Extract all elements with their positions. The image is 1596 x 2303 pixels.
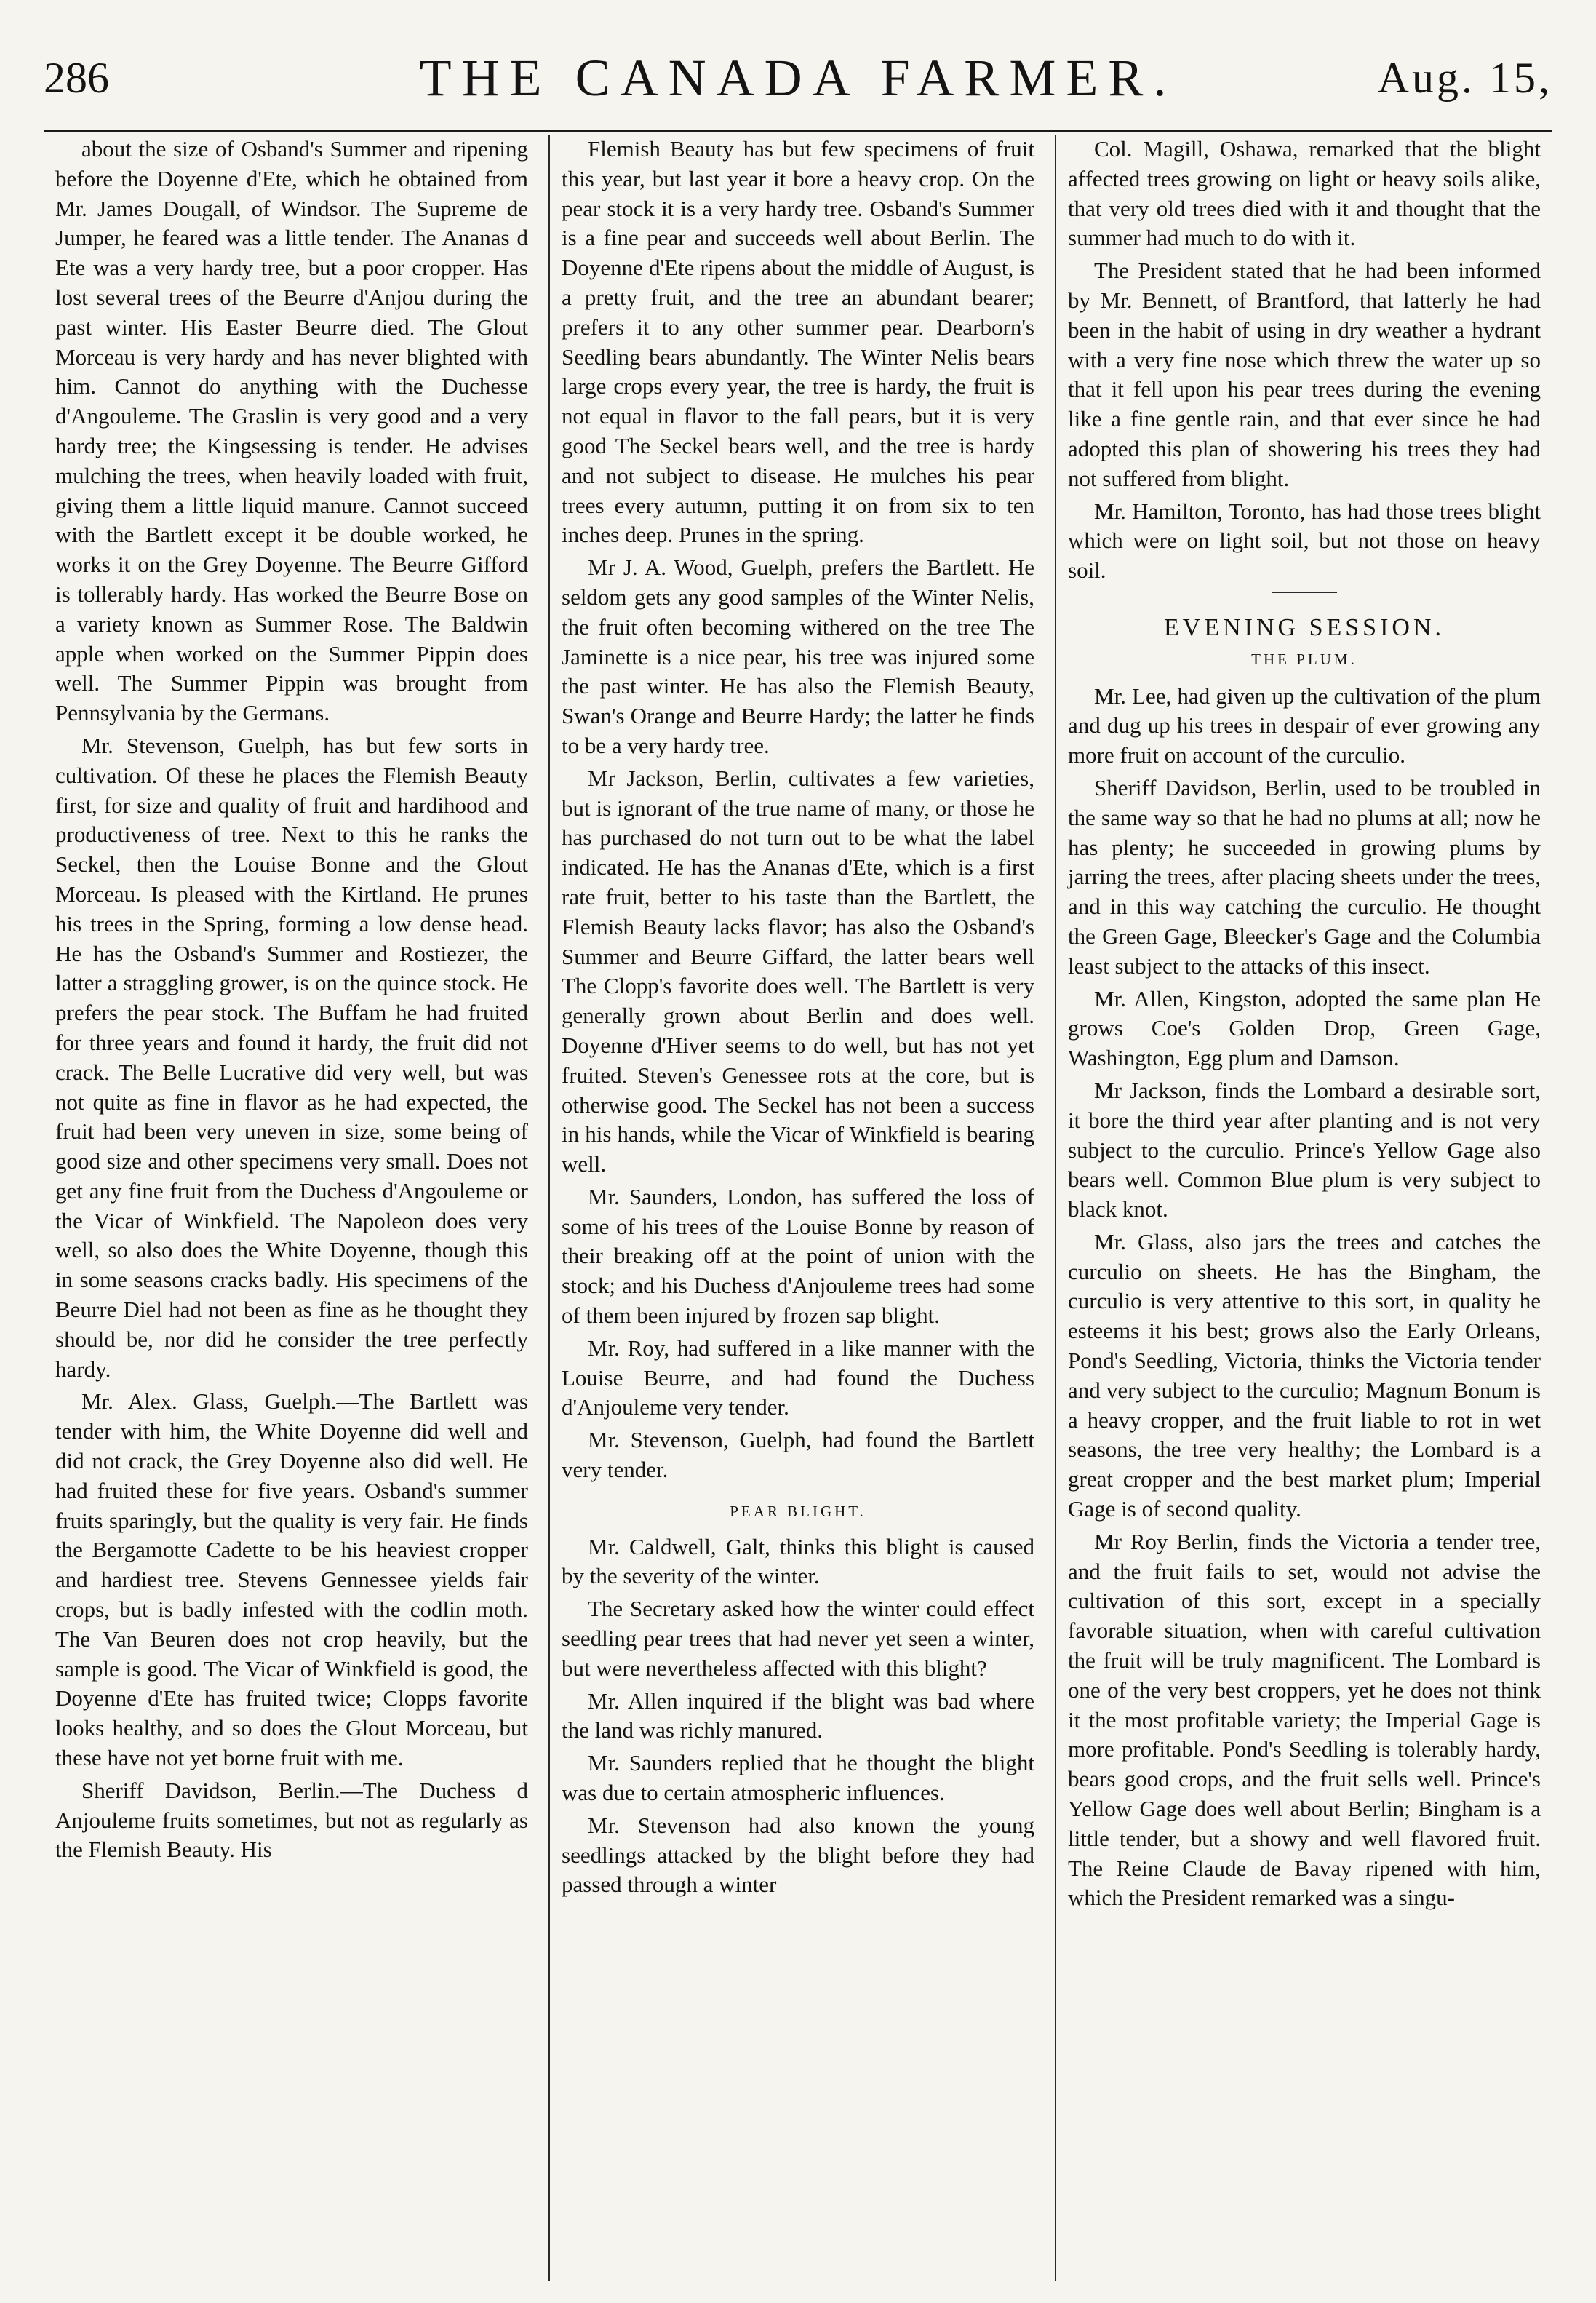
paragraph: Mr. Stevenson had also known the young seedlings attacked by the blight before they had passed through a winter	[562, 1812, 1034, 1898]
paragraph: The President stated that he had been informed by Mr. Bennett, of Brantford, that latterly he had been in the habit of using in dry weather a hydrant with a very fine nose which threw the water up so that it fell upon his pear trees during the evening like a fine gentle rain, and that ever since he had adopted this plan of showering his trees they had not suffered from blight.	[1068, 258, 1541, 491]
section-subtitle-the-plum: THE PLUM.	[1251, 650, 1357, 668]
paragraph: Mr. Glass, also jars the trees and catches the curculio on sheets. He has the Bingham, the curculio is very attentive to this sort, in quality he esteems it his best; grows also the Early Orleans, Pond's Seedling, Victoria, thinks the Victoria tender and very subject to the curculio; Magnum Bonum is a heavy cropper, and the fruit liable to rot in wet seasons, the tree very healthy; the Lombard is a great cropper and the best market plum; Imperial Gage is of second quality.	[1068, 1228, 1541, 1522]
paragraph: The Secretary asked how the winter could effect seedling pear trees that had never yet seen a winter, but were nevertheless affected with this blight?	[562, 1596, 1034, 1681]
article-columns	[44, 135, 1552, 2281]
page-header	[44, 13, 1552, 132]
paragraph: Col. Magill, Oshawa, remarked that the blight affected trees growing on light or heavy soils alike, that very old trees died with it and thought that the summer had much to do with it.	[1068, 136, 1541, 251]
paragraph: Mr. Lee, had given up the cultivation of the plum and dug up his trees in despair of ever growing any more fruit on account of the curculio.	[1068, 683, 1541, 768]
section-title-evening-session: EVENING SESSION.	[1164, 613, 1445, 641]
column-2	[548, 135, 1046, 2281]
paragraph: Sheriff Davidson, Berlin, used to be troubled in the same way so that he had no plums at all; now he has plenty; he succeeded in growing plums by jarring the trees, after placing sheets under the trees, and in this way catching the curculio. He thought the Green Gage, Bleecker's Gage and the Columbia least subject to the attacks of this insect.	[1068, 774, 1541, 979]
paragraph: Mr. Hamilton, Toronto, has had those trees blight which were on light soil, but not those on heavy soil.	[1068, 498, 1541, 584]
paragraph: Mr. Stevenson, Guelph, had found the Bartlett very tender.	[562, 1427, 1034, 1483]
subhead-pear-blight: PEAR BLIGHT.	[730, 1502, 866, 1520]
paragraph: Mr Jackson, finds the Lombard a desirable sort, it bore the third year after planting and is not very subject to the curculio. Prince's Yellow Gage also bears well. Common Blue plum is very subject to black knot.	[1068, 1077, 1541, 1222]
column-1	[44, 135, 540, 2281]
paragraph: about the size of Osband's Summer and ripening before the Doyenne d'Ete, which he obtained from Mr. James Dougall, of Windsor. The Supreme de Jumper, he feared was a little tender. The Ananas d Ete was a very hardy tree, but a poor cropper. Has lost several trees of the Beurre d'Anjou during the past winter. His Easter Beurre died. The Glout Morceau is very hardy and has never blighted with him. Cannot do anything with the Duchesse d'Angouleme. The Graslin is very good and a very hardy tree; the Kingsessing is tender. He advises mulching the trees, when heavily loaded with fruit, giving them a little liquid manure. Cannot succeed with the Bartlett except it be double worked, he works it on the Grey Doyenne. The Beurre Gifford is tollerably hardy. Has worked the Beurre Bose on a variety known as Summer Rose. The Baldwin apple when worked on the Summer Pippin does well. The Summer Pippin was brought from Pennsylvania by the Germans.	[55, 136, 528, 726]
paragraph: Mr J. A. Wood, Guelph, prefers the Bartlett. He seldom gets any good samples of the Winter Nelis, the fruit often becoming withered on the tree The Jaminette is a nice pear, his tree was injured some the past winter. He has also the Flemish Beauty, Swan's Orange and Beurre Hardy; the latter he finds to be a very hardy tree.	[562, 554, 1034, 758]
paragraph: Flemish Beauty has but few specimens of fruit this year, but last year it bore a heavy crop. On the pear stock it is a very hardy tree. Osband's Summer is a fine pear and succeeds well about Berlin. The Doyenne d'Ete ripens about the middle of August, is a pretty fruit, and the tree an abundant bearer; prefers it to any other summer pear. Dearborn's Seedling bears abundantly. The Winter Nelis bears large crops every year, the tree is hardy, the fruit is not equal in flavor to the fall pears, but it is very good The Seckel bears well, and the tree is hardy and not subject to disease. He mulches his pear trees every autumn, putting it on from six to ten inches deep. Prunes in the spring.	[562, 136, 1034, 548]
paragraph: Mr. Saunders replied that he thought the blight was due to certain atmospheric influences.	[562, 1750, 1034, 1806]
issue-date: Aug. 15,	[1377, 54, 1552, 102]
paragraph: Mr. Stevenson, Guelph, has but few sorts in cultivation. Of these he places the Flemish Beauty first, for size and quality of fruit and hardihood and productiveness of tree. Next to this he ranks the Seckel, then the Louise Bonne and the Glout Morceau. Is pleased with the Kirtland. He prunes his trees in the Spring, forming a low dense head. He has the Osband's Summer and Rostiezer, the latter a straggling grower, is on the quince stock. He prefers the pear stock. The Buffam he had fruited for three years and found it hardy, the fruit did not crack. The Belle Lucrative did very well, but was not quite as fine in flavor as he had expected, the fruit had been very uneven in size, some being of good size and other specimens very small. Does not get any fine fruit from the Duchess d'Angouleme or the Vicar of Winkfield. The Napoleon does very well, so also does the White Doyenne, though this in some seasons cracks badly. His specimens of the Beurre Diel had not been as fine as he thought they should be, nor did he consider the tree perfectly hardy.	[55, 732, 528, 1382]
paragraph: Mr. Allen inquired if the blight was bad where the land was richly manured.	[562, 1687, 1034, 1743]
section-rule	[1272, 592, 1337, 593]
paragraph: Mr. Roy, had suffered in a like manner with the Louise Beurre, and had found the Duchess d'Anjouleme very tender.	[562, 1335, 1034, 1420]
masthead-title: THE CANADA FARMER.	[419, 49, 1177, 107]
paragraph: Mr. Caldwell, Galt, thinks this blight is caused by the severity of the winter.	[562, 1533, 1034, 1589]
paragraph: Mr. Allen, Kingston, adopted the same plan He grows Coe's Golden Drop, Green Gage, Washington, Egg plum and Damson.	[1068, 985, 1541, 1071]
paragraph: Sheriff Davidson, Berlin.—The Duchess d Anjouleme fruits sometimes, but not as regularly as the Flemish Beauty. His	[55, 1777, 528, 1863]
paragraph: Mr Jackson, Berlin, cultivates a few varieties, but is ignorant of the true name of many, or those he has purchased do not turn out to be what the label indicated. He has the Ananas d'Ete, which is a first rate fruit, better to his taste than the Bartlett, the Flemish Beauty lacks flavor; has also the Osband's Summer and Beurre Giffard, the latter bears well The Clopp's favorite does well. The Bartlett is very generally grown about Berlin and does well. Doyenne d'Hiver seems to do well, but has not yet fruited. Steven's Genessee rots at the core, but is otherwise good. The Seckel has not been a success in his hands, while the Vicar of Winkfield is bearing well.	[562, 765, 1034, 1177]
paragraph: Mr Roy Berlin, finds the Victoria a tender tree, and the fruit fails to set, would not advise the cultivation of this sort, except in a specially favorable situation, when with careful cultivation the fruit will be truly magnificent. The Lombard is one of the very best croppers, yet he does not think it the most profitable variety; the Imperial Gage is more profitable. Pond's Seedling is tolerably hardy, bears good crops, and the fruit sells well. Prince's Yellow Gage does well about Berlin; Bingham is a little tender, but a showy and well flavored fruit. The Reine Claude de Bavay ripened with him, which the President remarked was a singu-	[1068, 1528, 1541, 1911]
paragraph: Mr. Alex. Glass, Guelph.—The Bartlett was tender with him, the White Doyenne did well and did not crack, the Grey Doyenne also did well. He had fruited these for five years. Osband's summer fruits sparingly, but the quality is very fair. He finds the Bergamotte Cadette to be his heaviest cropper and hardiest tree. Stevens Gennessee yields fair crops, but is badly infested with the codlin moth. The Van Beuren does not crop heavily, but the sample is good. The Vicar of Winkfield is good, the Doyenne d'Ete has fruited twice; Clopps favorite looks healthy, and so does the Glout Morceau, but these have not yet borne fruit with me.	[55, 1388, 528, 1771]
paragraph: Mr. Saunders, London, has suffered the loss of some of his trees of the Louise Bonne by reason of their breaking off at the point of union with the stock; and his Duchess d'Anjouleme trees had some of them been injured by frozen sap blight.	[562, 1183, 1034, 1329]
column-3	[1055, 135, 1552, 2281]
page-number: 286	[44, 54, 109, 102]
